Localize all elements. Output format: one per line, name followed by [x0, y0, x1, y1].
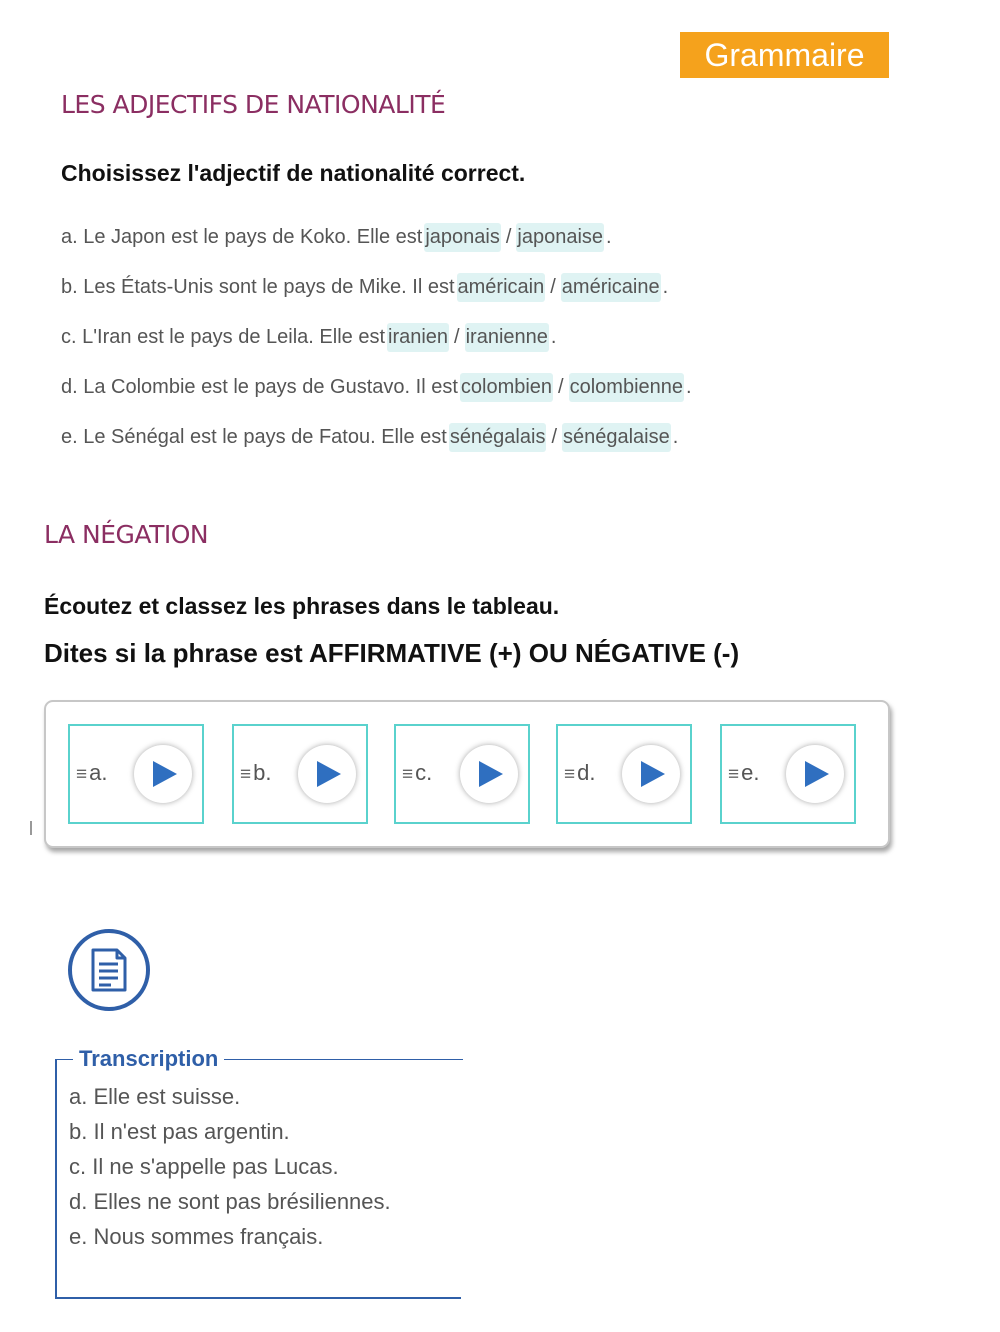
card-label [240, 760, 271, 786]
drag-handle-icon[interactable]: ≡ [402, 764, 414, 785]
transcription-line: e. Nous sommes français. [69, 1224, 324, 1249]
card-label [76, 760, 107, 786]
card-label [728, 760, 759, 786]
card-letter: c. [415, 760, 433, 785]
audio-card-c[interactable] [394, 724, 530, 824]
section-title-adjectifs: LES ADJECTIFS DE NATIONALITÉ [61, 90, 446, 119]
question-item [61, 262, 692, 312]
grammaire-badge: Grammaire [680, 32, 889, 78]
drag-handle-icon[interactable]: ≡ [728, 764, 740, 785]
play-icon [317, 761, 341, 787]
transcription-legend: Transcription [73, 1046, 224, 1072]
question-end: . [550, 325, 557, 348]
question-item [61, 212, 692, 262]
divider-tick [30, 821, 32, 835]
play-icon [153, 761, 177, 787]
question-text: a. Le Japon est le pays de Koko. Elle est [61, 225, 423, 248]
section-title-negation: LA NÉGATION [44, 520, 209, 549]
drag-handle-icon[interactable]: ≡ [240, 764, 252, 785]
option-masculine[interactable]: iranien [387, 323, 449, 352]
audio-card-b[interactable] [232, 724, 368, 824]
play-button[interactable] [134, 745, 192, 803]
drag-handle-icon[interactable]: ≡ [564, 764, 576, 785]
question-end: . [672, 425, 679, 448]
transcription-line: c. Il ne s'appelle pas Lucas. [69, 1154, 339, 1179]
audio-card-d[interactable] [556, 724, 692, 824]
question-end: . [662, 275, 669, 298]
option-separator: / [558, 375, 564, 398]
option-feminine[interactable]: américaine [561, 273, 661, 302]
drag-handle-icon[interactable]: ≡ [76, 764, 88, 785]
play-icon [641, 761, 665, 787]
transcription-line: d. Elles ne sont pas brésiliennes. [69, 1189, 391, 1214]
transcription-lines [69, 1084, 391, 1259]
option-masculine[interactable]: sénégalais [449, 423, 547, 452]
card-letter: d. [577, 760, 596, 785]
audio-card-e[interactable] [720, 724, 856, 824]
play-button[interactable] [622, 745, 680, 803]
audio-panel [44, 700, 890, 848]
card-label [402, 760, 432, 786]
option-feminine[interactable]: sénégalaise [562, 423, 671, 452]
play-button[interactable] [786, 745, 844, 803]
question-text: c. L'Iran est le pays de Leila. Elle est [61, 325, 385, 348]
option-masculine[interactable]: japonais [424, 223, 501, 252]
play-button[interactable] [460, 745, 518, 803]
question-end: . [606, 225, 612, 248]
question-item [61, 312, 692, 362]
option-separator: / [551, 425, 557, 448]
card-letter: e. [741, 760, 760, 785]
question-text: e. Le Sénégal est le pays de Fatou. Elle est [61, 425, 447, 448]
option-separator: / [505, 225, 512, 248]
instruction-classify: Dites si la phrase est AFFIRMATIVE (+) OU NÉGATIVE (-) [44, 638, 740, 668]
card-letter: b. [253, 760, 272, 785]
question-item [61, 412, 692, 462]
instruction-listen: Écoutez et classez les phrases dans le tableau. [44, 593, 560, 619]
card-letter: a. [89, 760, 108, 785]
card-label [564, 760, 595, 786]
instruction-adjectifs: Choisissez l'adjectif de nationalité correct. [61, 160, 526, 186]
transcript-document-icon[interactable] [67, 928, 151, 1017]
transcription-line: b. Il n'est pas argentin. [69, 1119, 290, 1144]
option-masculine[interactable]: américain [457, 273, 546, 302]
option-feminine[interactable]: japonaise [516, 223, 604, 252]
option-masculine[interactable]: colombien [460, 373, 553, 402]
option-feminine[interactable]: iranienne [465, 323, 549, 352]
question-item [61, 362, 692, 412]
play-icon [479, 761, 503, 787]
question-list [61, 212, 692, 462]
play-button[interactable] [298, 745, 356, 803]
option-separator: / [454, 325, 460, 348]
option-separator: / [550, 275, 556, 298]
audio-card-a[interactable] [68, 724, 204, 824]
transcription-line: a. Elle est suisse. [69, 1084, 241, 1109]
question-text: d. La Colombie est le pays de Gustavo. Il est [61, 375, 458, 398]
transcription-box [55, 1046, 461, 1299]
option-feminine[interactable]: colombienne [569, 373, 684, 402]
play-icon [805, 761, 829, 787]
question-end: . [686, 375, 692, 398]
question-text: b. Les États-Unis sont le pays de Mike. Il est [61, 275, 455, 298]
